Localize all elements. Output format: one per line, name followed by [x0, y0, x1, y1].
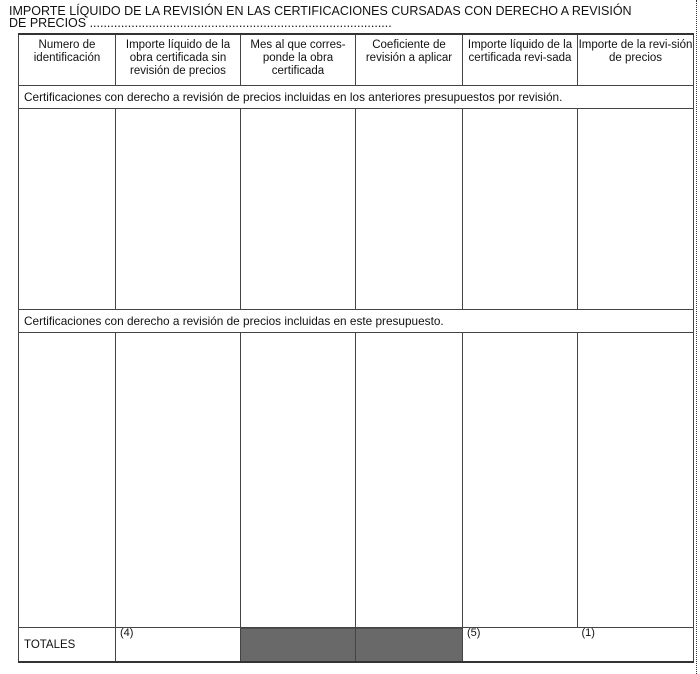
total-importe-sin-revision[interactable]: (4): [116, 628, 241, 663]
cell[interactable]: [19, 333, 116, 628]
header-coeficiente: Coeficiente de revisión a aplicar: [356, 34, 463, 86]
cut-line: [696, 0, 697, 674]
cell[interactable]: [356, 109, 463, 310]
form-title: [9, 5, 669, 29]
cell[interactable]: [116, 333, 241, 628]
total-importe-revisada[interactable]: (5): [463, 628, 578, 663]
header-importe-revisada: Importe líquido de la certificada revi-sada: [463, 34, 578, 86]
header-importe-revision: Importe de la revi-sión de precios: [578, 34, 694, 86]
table-row: [19, 333, 694, 628]
cell[interactable]: [116, 109, 241, 310]
cell[interactable]: [578, 109, 694, 310]
title-line-2: DE PRECIOS .......................................................................................: [9, 16, 392, 30]
header-mes: Mes al que corres-ponde la obra certificada: [241, 34, 356, 86]
section-anteriores-label: Certificaciones con derecho a revisión de precios incluidas en los anteriores presupuestos por revisión.: [19, 86, 694, 109]
cell[interactable]: [463, 109, 578, 310]
cell[interactable]: [241, 109, 356, 310]
title-line-1: IMPORTE LÍQUIDO DE LA REVISIÓN EN LAS CERTIFICACIONES CURSADAS CON DERECHO A REVISIÓN: [9, 4, 632, 18]
totals-label: TOTALES: [19, 628, 116, 663]
cell[interactable]: [356, 333, 463, 628]
cell[interactable]: [19, 109, 116, 310]
cell[interactable]: [463, 333, 578, 628]
cell[interactable]: [578, 333, 694, 628]
section-este-presupuesto-label: Certificaciones con derecho a revisión de precios incluidas en este presupuesto.: [19, 310, 694, 333]
revision-table: [18, 33, 694, 663]
shaded-cell: [356, 628, 463, 663]
header-row: [19, 34, 694, 86]
shaded-cell: [241, 628, 356, 663]
cell[interactable]: [241, 333, 356, 628]
header-id: Numero de identificación: [19, 34, 116, 86]
total-importe-revision[interactable]: (1): [578, 628, 694, 663]
totals-row: [19, 628, 694, 663]
header-importe-sin-revision: Importe líquido de la obra certificada sin revisión de precios: [116, 34, 241, 86]
table-row: [19, 109, 694, 310]
